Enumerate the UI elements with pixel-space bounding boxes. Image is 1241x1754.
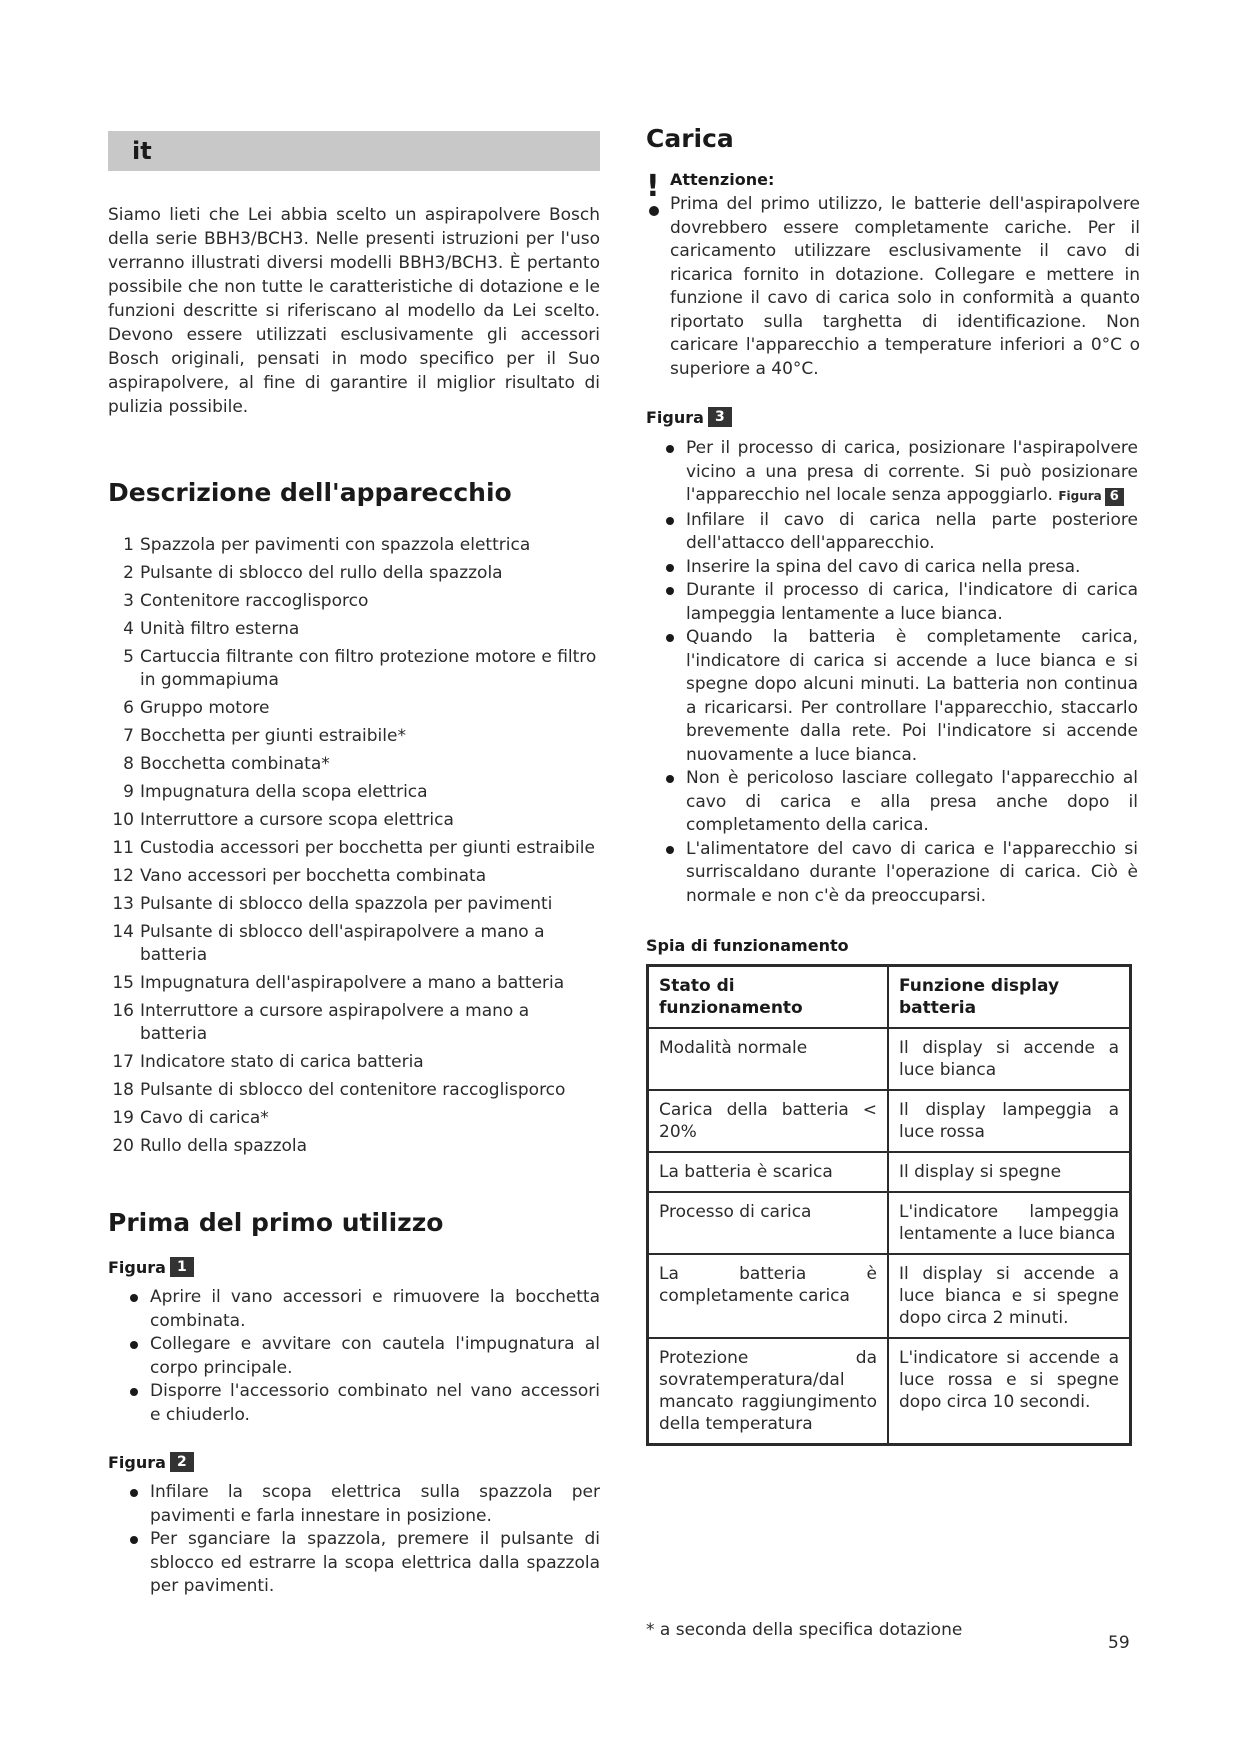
list-item: 5 Cartuccia filtrante con filtro protezione motore e filtro in gommapiuma xyxy=(123,647,597,690)
intro-paragraph: Siamo lieti che Lei abbia scelto un aspirapolvere Bosch della serie BBH3/BCH3. Nelle presenti istruzioni per l'uso verranno illustrati diversi modelli BBH3/BCH3. È pertanto possibile che non tutte le caratteristiche di dotazione e le funzioni descritte si riferiscano al modello da Lei scelto. Devono essere utilizzati esclusivamente gli accessori Bosch originali, pensati in modo specifico per il Suo aspirapolvere, al fine di garantire il miglior risultato di pulizia possibile. xyxy=(108,205,600,417)
list-item: 20 Rullo della spazzola xyxy=(112,1136,308,1156)
list-item: 19 Cavo di carica* xyxy=(112,1108,269,1128)
first-use-heading: Prima del primo utilizzo xyxy=(108,1208,444,1237)
table-cell: L'indicatore si accende a luce rossa e si spegne dopo circa 10 secondi. xyxy=(888,1338,1131,1445)
list-item: 9 Impugnatura della scopa elettrica xyxy=(123,782,428,802)
list-item: Per sganciare la spazzola, premere il pulsante di sblocco ed estrarre la scopa elettrica dalla spazzola per pavimenti. xyxy=(128,1528,600,1599)
figure-2-steps xyxy=(128,1481,600,1599)
list-item: 13 Pulsante di sblocco della spazzola per pavimenti xyxy=(112,894,553,914)
list-item: Collegare e avvitare con cautela l'impugnatura al corpo principale. xyxy=(128,1333,600,1380)
bullet-icon xyxy=(649,206,659,216)
list-item: Durante il processo di carica, l'indicatore di carica lampeggia lentamente a luce bianca. xyxy=(664,579,1138,626)
list-item: 15 Impugnatura dell'aspirapolvere a mano a batteria xyxy=(112,973,565,993)
figure-number-badge: 6 xyxy=(1105,488,1124,506)
table-header-cell: Stato di funzionamento xyxy=(648,966,889,1029)
footnote: * a seconda della specifica dotazione xyxy=(646,1620,963,1640)
list-item: Non è pericoloso lasciare collegato l'apparecchio al cavo di carica e alla presa anche dopo il completamento della carica. xyxy=(664,767,1138,838)
table-row xyxy=(648,1192,1131,1254)
figure-number-badge: 1 xyxy=(170,1257,194,1277)
list-item: 3 Contenitore raccoglisporco xyxy=(123,591,369,611)
list-item: Inserire la spina del cavo di carica nella presa. xyxy=(664,556,1138,580)
table-cell: Il display lampeggia a luce rossa xyxy=(888,1090,1131,1152)
list-item: 11 Custodia accessori per bocchetta per giunti estraibile xyxy=(112,838,595,858)
table-cell: Protezione da sovratemperatura/dal mancato raggiungimento della temperatura xyxy=(648,1338,889,1445)
table-header-cell: Funzione display batteria xyxy=(888,966,1131,1029)
list-item: Infilare la scopa elettrica sulla spazzola per pavimenti e farla innestare in posizione. xyxy=(128,1481,600,1528)
list-item: 2 Pulsante di sblocco del rullo della spazzola xyxy=(123,563,503,583)
list-item: 12 Vano accessori per bocchetta combinata xyxy=(112,866,487,886)
exclamation-icon: ! xyxy=(646,169,660,204)
table-cell: Il display si accende a luce bianca e si spegne dopo circa 2 minuti. xyxy=(888,1254,1131,1338)
table-cell: Il display si accende a luce bianca xyxy=(888,1028,1131,1090)
table-row xyxy=(648,1338,1131,1445)
table-cell: La batteria è scarica xyxy=(648,1152,889,1192)
warning-title: Attenzione: xyxy=(670,170,775,189)
list-item: 10 Interruttore a cursore scopa elettrica xyxy=(112,810,454,830)
carica-heading: Carica xyxy=(646,124,734,153)
inline-figure-ref: Figura 6 xyxy=(1058,489,1124,503)
table-cell: Processo di carica xyxy=(648,1192,889,1254)
list-item: Infilare il cavo di carica nella parte posteriore dell'attacco dell'apparecchio. xyxy=(664,509,1138,556)
table-header-row xyxy=(648,966,1131,1029)
status-table xyxy=(646,964,1132,1446)
figure-2-label: Figura 2 xyxy=(108,1452,194,1472)
table-cell: L'indicatore lampeggia lentamente a luce bianca xyxy=(888,1192,1131,1254)
list-item: Per il processo di carica, posizionare l'aspirapolvere vicino a una presa di corrente. Si può posizionare l'apparecchio nel locale senza appoggiarlo. Figura 6 xyxy=(664,437,1138,509)
description-heading: Descrizione dell'apparecchio xyxy=(108,478,512,507)
language-tag: it xyxy=(108,131,600,171)
figure-1-label: Figura 1 xyxy=(108,1257,194,1277)
list-item: Aprire il vano accessori e rimuovere la bocchetta combinata. xyxy=(128,1286,600,1333)
figure-number-badge: 2 xyxy=(170,1452,194,1472)
list-item: Quando la batteria è completamente carica, l'indicatore di carica si accende a luce bianca e si spegne dopo alcuni minuti. La batteria non continua a ricaricarsi. Per controllare l'apparecchio, staccarlo brevemente dalla rete. Poi l'indicatore si accende nuovamente a luce bianca. xyxy=(664,626,1138,767)
list-item: 7 Bocchetta per giunti estraibile* xyxy=(123,726,406,746)
list-item: 8 Bocchetta combinata* xyxy=(123,754,330,774)
list-item: 17 Indicatore stato di carica batteria xyxy=(112,1052,424,1072)
table-row xyxy=(648,1254,1131,1338)
status-table-title: Spia di funzionamento xyxy=(646,936,849,955)
list-item: 16 Interruttore a cursore aspirapolvere a mano a batteria xyxy=(112,1001,530,1044)
list-item: 4 Unità filtro esterna xyxy=(123,619,300,639)
table-cell: Il display si spegne xyxy=(888,1152,1131,1192)
list-item: 18 Pulsante di sblocco del contenitore raccoglisporco xyxy=(112,1080,566,1100)
list-item: 1 Spazzola per pavimenti con spazzola elettrica xyxy=(123,535,531,555)
list-item: 14 Pulsante di sblocco dell'aspirapolvere a mano a batteria xyxy=(112,922,545,965)
page-number: 59 xyxy=(1108,1633,1130,1653)
table-row xyxy=(648,1090,1131,1152)
description-list xyxy=(108,534,600,1163)
table-row xyxy=(648,1028,1131,1090)
charging-steps xyxy=(664,437,1138,908)
figure-3-label: Figura 3 xyxy=(646,407,732,427)
table-row xyxy=(648,1152,1131,1192)
warning-text: Prima del primo utilizzo, le batterie dell'aspirapolvere dovrebbero essere completamente cariche. Per il caricamento utilizzare esclusivamente il cavo di ricarica fornito in dotazione. Collegare e mettere in funzione il cavo di carica solo in conformità a quanto riportato sulla targhetta di identificazione. Non caricare l'apparecchio a temperature inferiori a 0°C o superiore a 40°C. xyxy=(670,194,1140,379)
table-cell: La batteria è completamente carica xyxy=(648,1254,889,1338)
table-cell: Carica della batteria < 20% xyxy=(648,1090,889,1152)
list-item: Disporre l'accessorio combinato nel vano accessori e chiuderlo. xyxy=(128,1380,600,1427)
figure-1-steps xyxy=(128,1286,600,1427)
list-item: L'alimentatore del cavo di carica e l'apparecchio si surriscaldano durante l'operazione di carica. Ciò è normale e non c'è da preoccuparsi. xyxy=(664,838,1138,909)
table-cell: Modalità normale xyxy=(648,1028,889,1090)
list-item: 6 Gruppo motore xyxy=(123,698,270,718)
figure-number-badge: 3 xyxy=(708,407,732,427)
